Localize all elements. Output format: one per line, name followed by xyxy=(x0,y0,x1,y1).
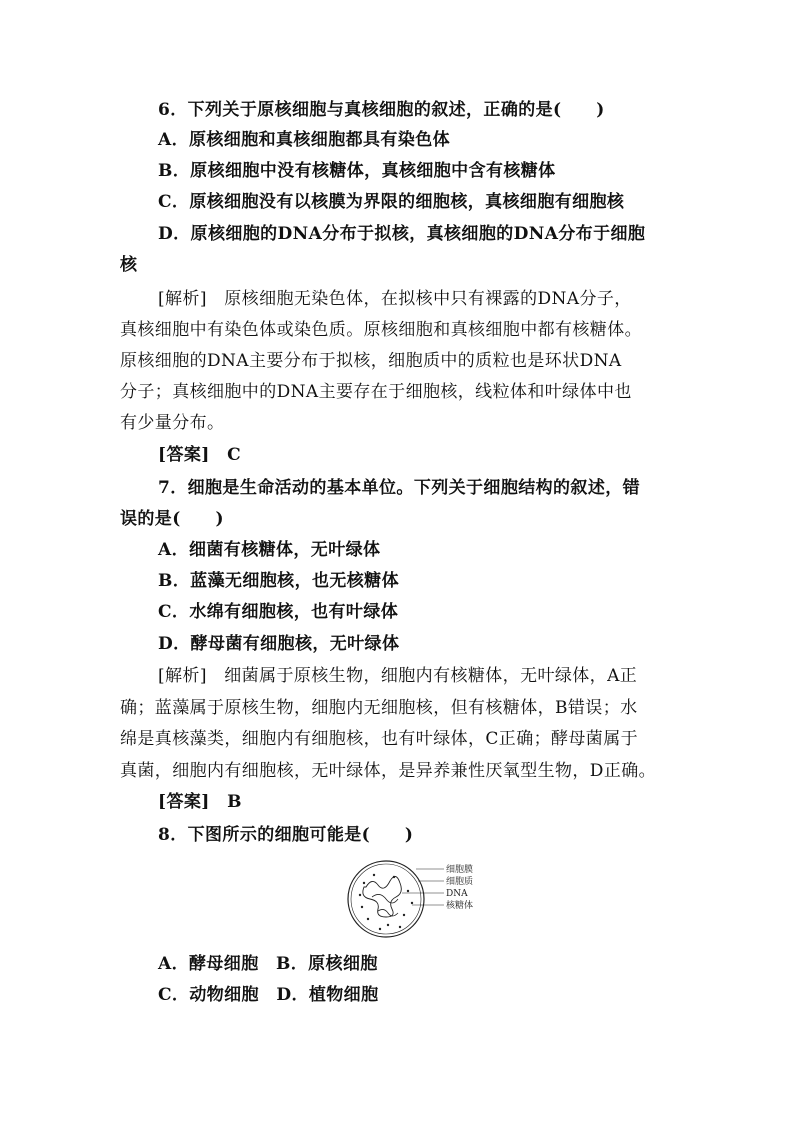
q7-option-a: A．细菌有核糖体，无叶绿体 xyxy=(158,540,381,560)
q7-analysis-line-4: 真菌，细胞内有细胞核，无叶绿体，是异养兼性厌氧型生物，D正确。 xyxy=(120,761,657,781)
q6-option-a: A．原核细胞和真核细胞都具有染色体 xyxy=(158,130,450,150)
q6-analysis-line-3: 原核细胞的DNA主要分布于拟核，细胞质中的质粒也是环状DNA xyxy=(120,351,622,371)
dna-coil-shape xyxy=(363,876,401,917)
label-membrane: 细胞膜 xyxy=(446,865,474,875)
q7-stem-line-2: 误的是( ) xyxy=(120,509,224,529)
q6-answer: [答案] C xyxy=(158,445,242,465)
q7-analysis-line-1: [解析] 细菌属于原核生物，细胞内有核糖体，无叶绿体，A正 xyxy=(158,666,638,686)
label-ribosome: 核糖体 xyxy=(446,901,474,911)
q6-option-c: C．原核细胞没有以核膜为界限的细胞核，真核细胞有细胞核 xyxy=(158,192,625,212)
label-leader-lines xyxy=(402,869,444,905)
q6-option-d: D．原核细胞的DNA分布于拟核，真核细胞的DNA分布于细胞 xyxy=(158,224,646,244)
ribosome-dots xyxy=(359,874,413,930)
q7-analysis-line-2: 确；蓝藻属于原核生物，细胞内无细胞核，但有核糖体，B错误；水 xyxy=(120,698,638,718)
q7-option-c: C．水绵有细胞核，也有叶绿体 xyxy=(158,602,399,622)
q6-analysis-line-5: 有少量分布。 xyxy=(120,413,225,433)
q7-option-d: D．酵母菌有细胞核，无叶绿体 xyxy=(158,634,400,654)
q6-analysis-line-1: [解析] 原核细胞无染色体，在拟核中只有裸露的DNA分子， xyxy=(158,289,632,309)
q7-analysis-line-3: 绵是真核藻类，细胞内有细胞核，也有叶绿体，C正确；酵母菌属于 xyxy=(120,729,639,749)
q8-options-line-2: C．动物细胞 D．植物细胞 xyxy=(158,985,379,1005)
dna-strand-shape-2 xyxy=(378,909,398,916)
q7-stem-line-1: 7．细胞是生命活动的基本单位。下列关于细胞结构的叙述，错 xyxy=(158,478,641,498)
q6-option-b: B．原核细胞中没有核糖体，真核细胞中含有核糖体 xyxy=(158,161,556,181)
q8-stem: 8．下图所示的细胞可能是( ) xyxy=(158,825,414,845)
q6-option-d-cont: 核 xyxy=(120,255,138,275)
label-dna: DNA xyxy=(446,889,468,899)
q6-stem: 6．下列关于原核细胞与真核细胞的叙述，正确的是( ) xyxy=(158,100,605,120)
q6-analysis-line-4: 分子；真核细胞中的DNA主要存在于细胞核，线粒体和叶绿体中也 xyxy=(120,382,632,402)
q7-option-b: B．蓝藻无细胞核，也无核糖体 xyxy=(158,571,399,591)
q6-analysis-line-2: 真核细胞中有染色体或染色质。原核细胞和真核细胞中都有核糖体。 xyxy=(120,320,642,340)
q8-options-line-1: A．酵母细胞 B．原核细胞 xyxy=(158,954,378,974)
cell-diagram xyxy=(344,857,484,941)
label-cytoplasm: 细胞质 xyxy=(446,877,474,887)
q7-answer: [答案] B xyxy=(158,792,242,812)
